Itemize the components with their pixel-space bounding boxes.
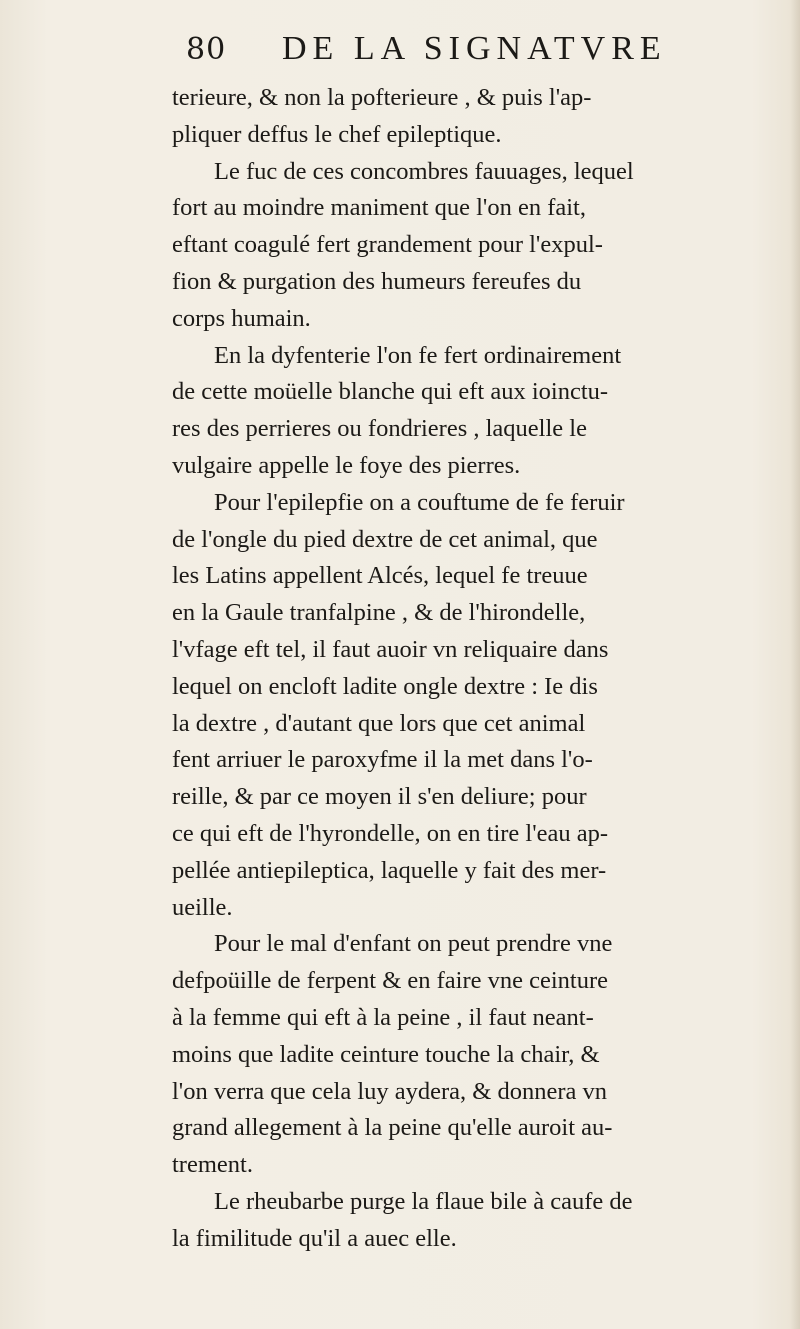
text-line: res des perrieres ou fondrieres , laquelle le	[172, 415, 587, 443]
body-text	[172, 80, 752, 1258]
text-line: Pour l'epilepfie on a couftume de fe feruir	[214, 488, 625, 516]
text-line: En la dyfenterie l'on fe fert ordinairement	[214, 341, 622, 369]
running-title: DE LA SIGNATVRE	[282, 30, 667, 67]
text-line: pliquer deffus le chef epileptique.	[172, 120, 502, 148]
text-line: pellée antiepileptica, laquelle y fait des mer-	[172, 856, 607, 884]
text-line: eftant coagulé fert grandement pour l'expul-	[172, 231, 603, 259]
text-line: fort au moindre maniment que l'on en fait,	[172, 194, 586, 222]
text-line: lequel on encloft ladite ongle dextre : Ie dis	[172, 672, 598, 700]
text-line: de cette moüelle blanche qui eft aux ioinctu-	[172, 378, 609, 406]
text-line: terieure, & non la pofterieure , & puis l'ap-	[172, 84, 592, 111]
text-line: Le fuc de ces concombres fauuages, lequel	[214, 157, 634, 185]
text-line: vulgaire appelle le foye des pierres.	[172, 451, 521, 479]
text-line: corps humain.	[172, 304, 311, 332]
text-line: les Latins appellent Alcés, lequel fe treuue	[172, 562, 588, 590]
text-line: ce qui eft de l'hyrondelle, on en tire l'eau ap-	[172, 819, 609, 847]
text-line: defpoüille de ferpent & en faire vne ceinture	[172, 967, 609, 995]
text-line: moins que ladite ceinture touche la chair, &	[172, 1040, 600, 1068]
text-line: trement.	[172, 1151, 253, 1179]
text-line: reille, & par ce moyen il s'en deliure; pour	[172, 783, 587, 811]
text-line: fion & purgation des humeurs fereufes du	[172, 267, 582, 295]
text-line: Le rheubarbe purge la flaue bile à caufe de	[214, 1187, 633, 1215]
text-line: la fimilitude qu'il a auec elle.	[172, 1224, 457, 1252]
text-line: l'vfage eft tel, il faut auoir vn reliquaire dans	[172, 635, 609, 663]
text-line: fent arriuer le paroxyfme il la met dans l'o-	[172, 746, 593, 774]
page-edge-shadow	[790, 0, 800, 1329]
text-line: à la femme qui eft à la peine , il faut neant-	[172, 1003, 594, 1031]
text-line: ueille.	[172, 893, 233, 921]
text-line: l'on verra que cela luy aydera, & donnera vn	[172, 1077, 608, 1105]
text-line: en la Gaule tranfalpine , & de l'hirondelle,	[172, 599, 586, 627]
text-line: Pour le mal d'enfant on peut prendre vne	[214, 930, 613, 958]
running-head	[186, 30, 746, 74]
text-line: grand allegement à la peine qu'elle auroit au-	[172, 1114, 613, 1142]
text-line: de l'ongle du pied dextre de cet animal, que	[172, 525, 598, 553]
page-number: 80	[186, 32, 227, 67]
text-line: la dextre , d'autant que lors que cet animal	[172, 709, 586, 737]
